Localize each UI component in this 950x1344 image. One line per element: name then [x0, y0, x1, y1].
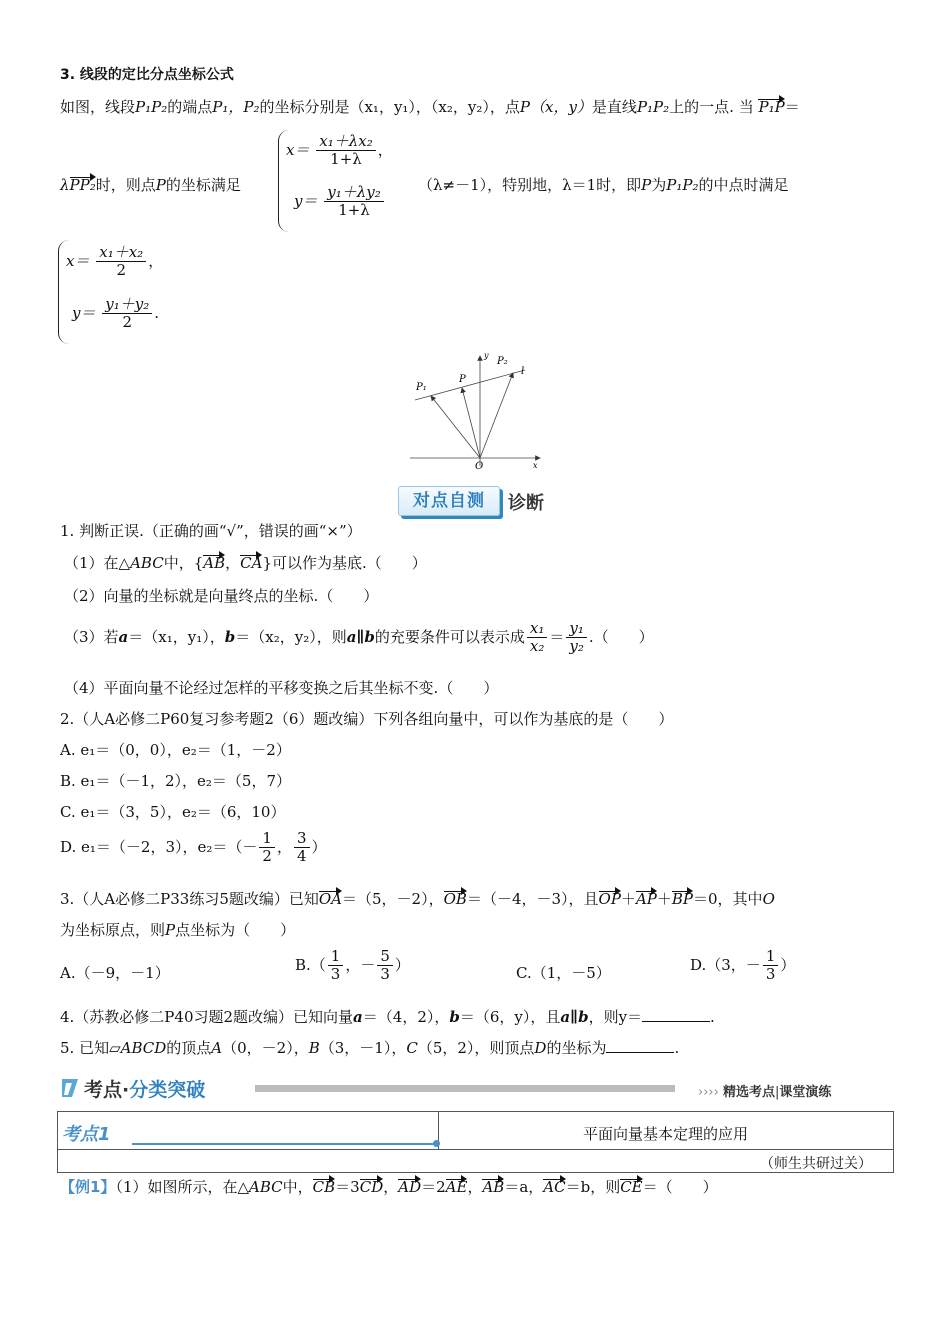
x-axis-label: x — [533, 461, 538, 470]
q3-option-c[interactable]: C.（1，－5） — [516, 964, 611, 982]
self-test-suffix: 诊断 — [508, 493, 544, 514]
equation-y-midpoint: y＝ $\frac{\text{y₁＋y₂}}{2}$ . — [72, 295, 160, 332]
topic-note: （师生共研过关） — [760, 1156, 872, 1172]
q4-text: 4.（苏教必修二P40习题2题改编）已知向量a＝（4，2），b＝（6，y），且a∥b，则y＝ . — [60, 1008, 715, 1026]
equation-x-midpoint: x＝ $\frac{\text{x₁＋x₂}}{2}$ ， — [66, 243, 164, 280]
p-label: P — [459, 374, 466, 385]
vector-pp2: PP₂ — [69, 176, 96, 194]
section-banner — [60, 1075, 870, 1101]
line-l-label: l — [521, 366, 525, 377]
vector-op — [462, 388, 480, 458]
self-test-badge: 对点自测 — [398, 486, 500, 516]
equation-x-general: x＝ $\frac{\text{x₁＋λx₂}}{1+\lambda}$ ， — [286, 132, 393, 169]
p1-label: P₁ — [416, 382, 427, 393]
q4-answer-blank[interactable] — [642, 1007, 710, 1022]
q3-option-b[interactable]: B.（ $\frac{1}{3}$ ，－ $\frac{5}{3}$ ） — [295, 947, 410, 984]
topic-tag-line — [132, 1143, 436, 1145]
topic-title: 平面向量基本定理的应用 — [582, 1125, 748, 1143]
equation-y-general: y＝ $\frac{\text{y₁＋λy₂}}{1+\lambda}$ — [294, 184, 386, 220]
q1-stem: 1. 判断正误.（正确的画“√”，错误的画“×”） — [60, 522, 362, 540]
section-line-2b: （λ≠－1），特别地，λ＝1时，即P为P₁P₂的中点时满足 — [418, 176, 789, 194]
origin-label: O — [475, 461, 484, 472]
q1-item-1: （1）在△ABC中，{AB，CA}可以作为基底.（ ） — [64, 554, 427, 572]
q5-text: 5. 已知▱ABCD的顶点A（0，－2），B（3，－1），C（5，2），则顶点D的坐标为 . — [60, 1039, 680, 1057]
q5-answer-blank[interactable] — [606, 1038, 674, 1053]
q3-stem-line-2: 为坐标原点，则P点坐标为（ ） — [60, 921, 296, 939]
vector-op2 — [480, 373, 513, 458]
vector-p1p: P₁P — [758, 98, 785, 116]
banner-right: ›››› 精选考点|课堂演练 — [698, 1085, 832, 1100]
q2-option-c[interactable]: C. e₁＝（3，5），e₂＝（6，10） — [60, 803, 286, 821]
section-line-1: 如图，线段P₁P₂的端点P₁，P₂的坐标分别是（x₁，y₁），（x₂，y₂），点P（x，y）是直线P₁P₂上的一点. 当 P₁P＝ — [60, 98, 800, 116]
q3-option-a[interactable]: A.（－9，－1） — [60, 964, 170, 982]
section-point-figure — [405, 348, 550, 473]
topic-hline — [57, 1149, 893, 1150]
section-line-2a: λPP₂时，则点P的坐标满足 — [60, 176, 241, 194]
q3-option-d[interactable]: D.（3，－ $\frac{1}{3}$ ） — [690, 947, 796, 984]
example-tag: 【例1】 — [60, 1178, 116, 1196]
q2-option-d[interactable]: D. e₁＝（－2，3），e₂＝（－ $\frac{1}{2}$ ， $\frac{3}{4}$ ） — [60, 829, 327, 866]
q2-stem: 2.（人A必修二P60复习参考题2（6）题改编）下列各组向量中，可以作为基底的是（ ） — [60, 710, 674, 728]
y-axis-label: y — [484, 351, 489, 360]
topic-tag: 考点1 — [62, 1124, 111, 1145]
example-1: 【例1】（1）如图所示，在△ABC中，CB＝3CD，AD＝2AE，AB＝a，AC＝b，则CE＝（ ） — [60, 1178, 718, 1196]
q1-item-2: （2）向量的坐标就是向量终点的坐标.（ ） — [64, 587, 379, 605]
q2-option-b[interactable]: B. e₁＝（－1，2），e₂＝（5，7） — [60, 772, 292, 790]
q1-item-4: （4）平面向量不论经过怎样的平移变换之后其坐标不变.（ ） — [64, 679, 499, 697]
q2-option-a[interactable]: A. e₁＝（0，0），e₂＝（1，－2） — [60, 741, 291, 759]
q3-stem: 3.（人A必修二P33练习5题改编）已知OA＝（5，－2），OB＝（－4，－3），且OP＋AP＋BP＝0，其中O — [60, 890, 775, 908]
vector-op1 — [431, 396, 480, 458]
section-heading: 3. 线段的定比分点坐标公式 — [60, 67, 234, 83]
q1-item-3: （3）若a＝（x₁，y₁），b＝（x₂，y₂），则a∥b的充要条件可以表示成 $\frac{\text{x₁}}{\text{x₂}}$ ＝ $\frac{\text{y₁}}{\text{y₂}}$ .（ ） — [64, 619, 654, 656]
p2-label: P₂ — [497, 356, 508, 367]
banner-title: 考点·分类突破 — [84, 1079, 206, 1101]
